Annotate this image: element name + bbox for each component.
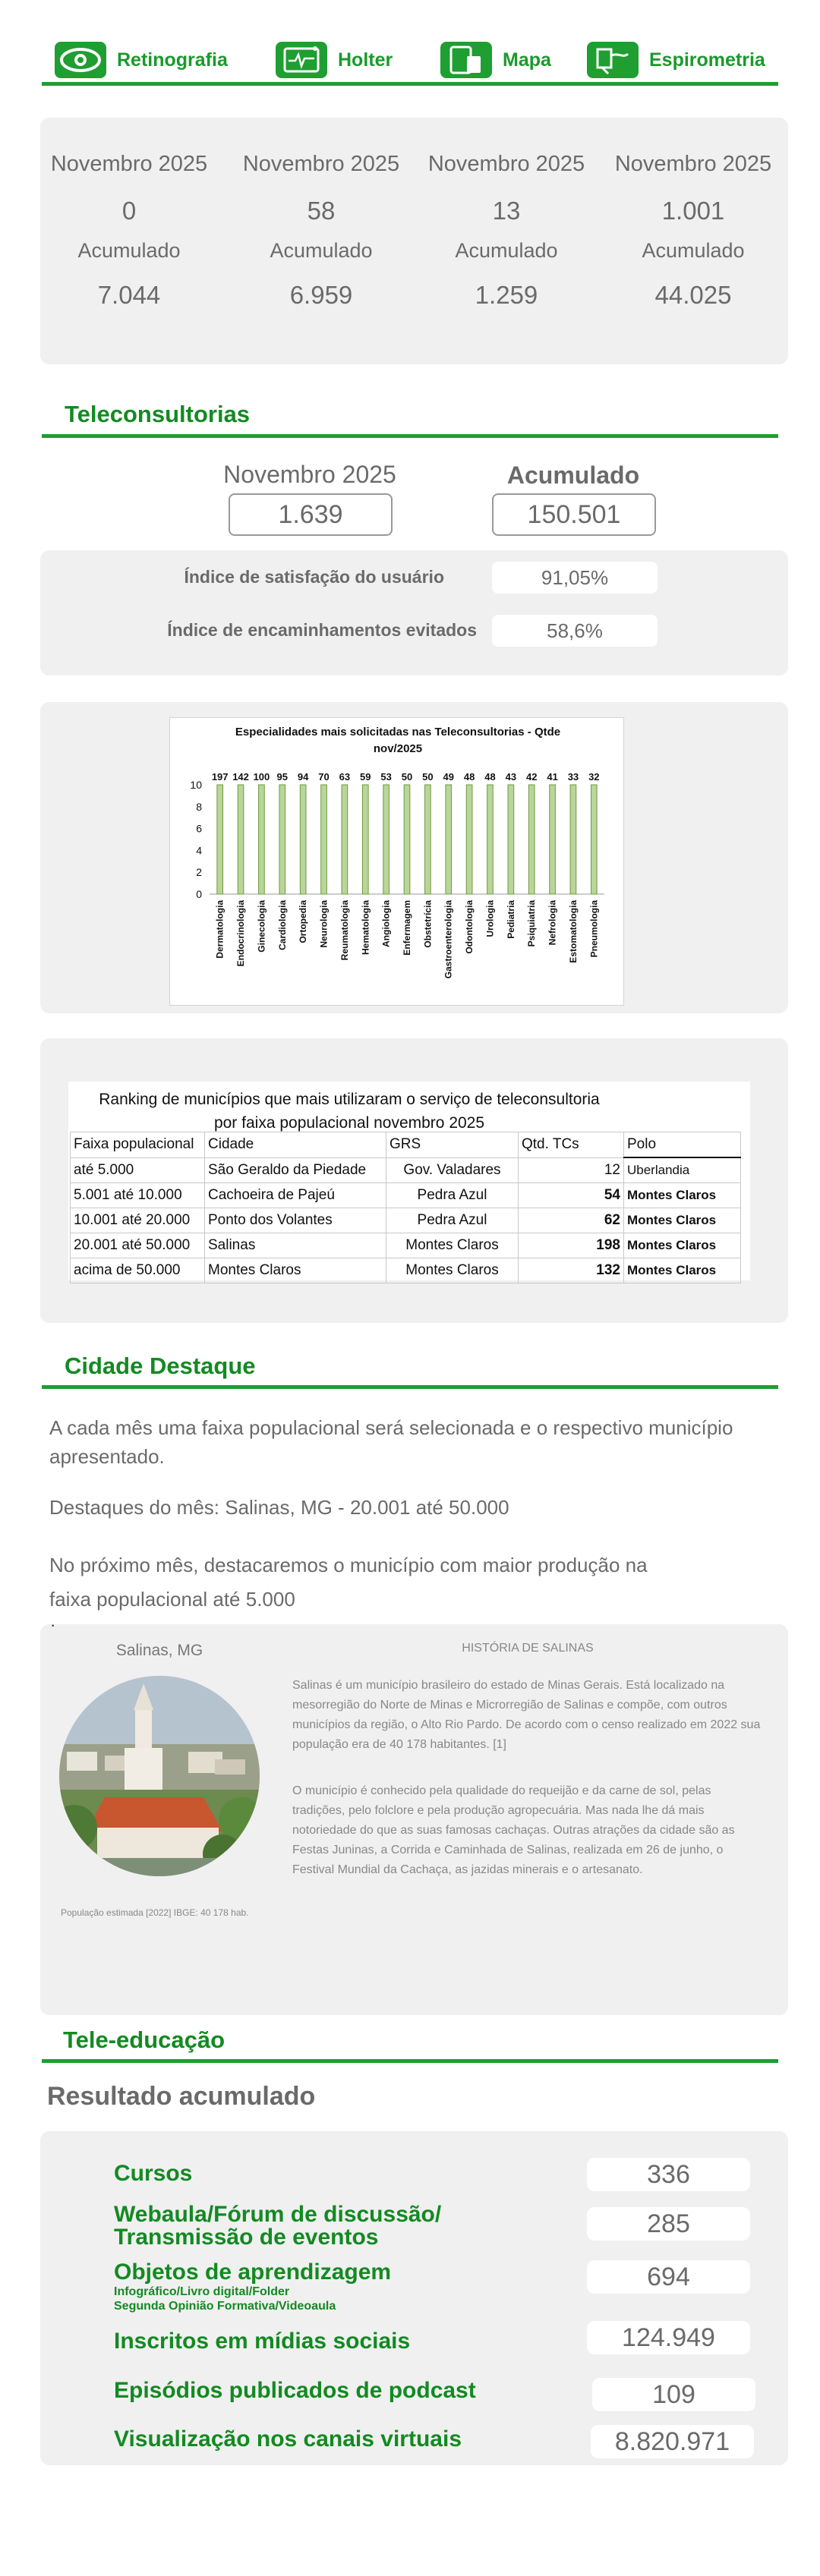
table-cell: 10.001 até 20.000	[71, 1208, 205, 1233]
data-label: 59	[360, 771, 371, 783]
x-tick-label: Cardiologia	[276, 900, 288, 951]
stat-acc-label: Acumulado	[642, 239, 745, 262]
device-icon	[440, 42, 492, 78]
table-cell: até 5.000	[71, 1157, 205, 1183]
tab-retinografia[interactable]	[55, 36, 228, 83]
header-cell: GRS	[386, 1132, 519, 1158]
table-cell: Gov. Valadares	[386, 1157, 519, 1183]
tab-label: Mapa	[503, 49, 551, 71]
table-row	[71, 1183, 741, 1208]
section-title-teleconsultorias: Teleconsultorias	[65, 401, 251, 427]
bar	[446, 785, 452, 894]
x-tick-label: Enfermagem	[402, 900, 412, 956]
bar	[425, 785, 431, 894]
tc-month-label: Novembro 2025	[223, 461, 396, 488]
tab-mapa[interactable]	[440, 36, 551, 83]
table-cell: 62	[519, 1208, 624, 1233]
city-name: Salinas, MG	[115, 1642, 203, 1659]
chart-plot	[170, 718, 623, 1005]
tab-label: Espirometria	[649, 49, 765, 71]
data-label: 43	[505, 771, 517, 783]
table-cell: Montes Claros	[624, 1208, 741, 1233]
y-tick-label: 6	[196, 822, 202, 835]
data-label: 50	[422, 771, 434, 783]
stat-month: Novembro 2025	[427, 152, 585, 176]
table-cell: São Geraldo da Piedade	[205, 1157, 386, 1183]
x-tick-label: Nefrologia	[547, 900, 558, 946]
x-tick-label: Angiologia	[380, 900, 392, 947]
population-note: População estimada [2022] IBGE: 40 178 hab.	[61, 1907, 249, 1918]
table-cell: Pedra Azul	[386, 1183, 519, 1208]
dot-marker: ·	[50, 1615, 56, 1634]
edu-value-objetos: 694	[587, 2260, 750, 2294]
table-cell: Pedra Azul	[386, 1208, 519, 1233]
divider	[42, 2059, 778, 2063]
table-cell: 12	[519, 1157, 624, 1183]
header-cell: Cidade	[205, 1132, 386, 1158]
ranking-table	[70, 1132, 741, 1283]
bar	[591, 785, 597, 894]
table-row	[71, 1258, 741, 1283]
table-cell: 5.001 até 10.000	[71, 1183, 205, 1208]
bar	[570, 785, 576, 894]
table-cell: Uberlandia	[624, 1157, 741, 1183]
bar	[528, 785, 535, 894]
stat-holter	[230, 152, 412, 310]
bar	[362, 785, 368, 894]
edu-label-line: Transmissão de eventos	[114, 2225, 379, 2250]
data-label: 70	[318, 771, 330, 783]
x-tick-label: Urologia	[484, 900, 496, 937]
edu-value-podcast: 109	[592, 2378, 755, 2411]
spirometer-icon	[587, 42, 639, 78]
y-tick-label: 0	[196, 888, 202, 900]
edu-label-cursos: Cursos	[114, 2161, 193, 2186]
data-label: 42	[525, 771, 538, 783]
bar	[300, 785, 306, 894]
bar	[259, 785, 265, 894]
data-label: 197	[211, 771, 229, 783]
y-tick-label: 8	[196, 800, 202, 813]
table-cell: acima de 50.000	[71, 1258, 205, 1283]
teleeducacao-subtitle: Resultado acumulado	[47, 2082, 316, 2111]
stat-month: Novembro 2025	[614, 152, 772, 176]
cidade-intro: A cada mês uma faixa populacional será selecionada e o respectivo município apresentado.	[49, 1416, 733, 1468]
table-cell: Montes Claros	[386, 1258, 519, 1283]
edu-label-line: Webaula/Fórum de discussão/	[114, 2202, 442, 2227]
edu-label-objetos	[114, 2260, 391, 2313]
x-tick-label: Psiquiatria	[526, 900, 538, 947]
bar	[279, 785, 285, 894]
section-title-cidade: Cidade Destaque	[65, 1353, 256, 1379]
x-tick-label: Gastroenterologia	[443, 900, 454, 979]
data-label: 33	[567, 771, 579, 783]
stat-month: Novembro 2025	[50, 152, 208, 176]
x-tick-label: Estomatologia	[567, 900, 579, 963]
tc-acc-label: Acumulado	[506, 461, 640, 489]
stat-acc-label: Acumulado	[77, 239, 181, 262]
referrals-label: Índice de encaminhamentos evitados	[167, 620, 477, 640]
data-label: 63	[339, 771, 351, 783]
edu-value-inscritos: 124.949	[587, 2321, 750, 2354]
table-cell: Ponto dos Volantes	[205, 1208, 386, 1233]
bar	[383, 785, 390, 894]
x-tick-label: Odontologia	[464, 900, 475, 954]
header-cell: Faixa populacional	[71, 1132, 205, 1158]
section-title-teleeducacao: Tele-educação	[63, 2026, 226, 2053]
data-label: 50	[401, 771, 413, 783]
edu-label-inscritos: Inscritos em mídias sociais	[114, 2329, 411, 2354]
edu-sublabel: Segunda Opinião Formativa/Videoaula	[114, 2300, 336, 2313]
satisfaction-value: 91,05%	[492, 562, 658, 594]
specialties-chart	[169, 717, 624, 1006]
stat-acc-label: Acumulado	[270, 239, 373, 262]
table-cell: Montes Claros	[624, 1183, 741, 1208]
chart-title: Especialidades mais solicitadas nas Teleconsultorias - Qtde nov/2025	[235, 726, 561, 755]
edu-label-podcast: Episódios publicados de podcast	[114, 2378, 476, 2403]
bar	[321, 785, 327, 894]
header-cell: Polo	[624, 1132, 741, 1158]
history-title: HISTÓRIA DE SALINAS	[462, 1642, 594, 1655]
cidade-proximo-1: No próximo mês, destacaremos o município com maior produção na	[49, 1554, 648, 1576]
edu-sublabel: Infográfico/Livro digital/Folder	[114, 2285, 290, 2298]
bar	[238, 785, 244, 894]
divider	[42, 82, 778, 86]
stat-total: 7.044	[97, 281, 161, 309]
bar	[466, 785, 472, 894]
table-cell: Montes Claros	[205, 1258, 386, 1283]
x-tick-label: Ortopedia	[298, 900, 309, 943]
table-cell: Montes Claros	[624, 1258, 741, 1283]
tc-acc-value: 150.501	[492, 493, 656, 536]
eye-icon	[55, 42, 106, 78]
city-photo	[59, 1676, 260, 1876]
satisfaction-label: Índice de satisfação do usuário	[184, 567, 444, 587]
table-row	[71, 1208, 741, 1233]
x-tick-label: Dermatologia	[214, 900, 226, 959]
bar	[342, 785, 348, 894]
x-tick-label: Ginecologia	[256, 900, 267, 953]
bar	[404, 785, 410, 894]
cidade-destaque-mes: Destaques do mês: Salinas, MG - 20.001 até 50.000	[49, 1496, 509, 1519]
stat-total: 6.959	[289, 281, 353, 309]
monitor-icon	[276, 42, 327, 78]
x-tick-label: Hematologia	[360, 900, 371, 956]
bar	[487, 785, 494, 894]
data-label: 53	[380, 771, 392, 783]
data-label: 32	[588, 771, 600, 783]
stat-espirometria	[602, 152, 784, 310]
data-label: 41	[547, 771, 558, 783]
table-cell: Montes Claros	[386, 1233, 519, 1258]
x-tick-label: Pediatria	[505, 900, 516, 939]
table-row	[71, 1233, 741, 1258]
y-tick-label: 4	[196, 844, 202, 857]
bar	[508, 785, 514, 894]
table-row	[71, 1157, 741, 1183]
header-cell: Qtd. TCs	[519, 1132, 624, 1158]
tab-label: Retinografia	[117, 49, 228, 71]
y-tick-label: 2	[196, 866, 202, 879]
data-label: 100	[253, 771, 270, 783]
edu-value-cursos: 336	[587, 2158, 750, 2191]
stat-total: 44.025	[654, 281, 732, 309]
divider	[42, 1385, 778, 1389]
ranking-title-line1: Ranking de municípios que mais utilizaram o serviço de teleconsultoria	[99, 1091, 600, 1108]
edu-value-visualizacao: 8.820.971	[591, 2425, 754, 2458]
table-cell: 198	[519, 1233, 624, 1258]
table-cell: Cachoeira de Pajeú	[205, 1183, 386, 1208]
ranking-table-card	[68, 1082, 750, 1280]
stat-value: 13	[492, 197, 521, 225]
cidade-proximo-2: faixa populacional até 5.000	[49, 1588, 295, 1611]
history-paragraph-2: O município é conhecido pela qualidade do requeijão e da carne de sol, pelas tradições, pelo folclore e pela produção agropecuária. Mas nada lhe dá mais notoriedade do que as suas famosas cachaças. Outras atrações da cidade são as Festas Juninas, a Corrida e Caminhada de Salinas, realizada em 26 de junho, o Festival Mundial da Cachaça, as jazidas minerais e o artesanato.	[292, 1784, 735, 1876]
history-paragraph-1: Salinas é um município brasileiro do estado de Minas Gerais. Está localizado na mesorregião do Norte de Minas e Microrregião de Salinas e compõe, com outros municípios da região, o Alto Rio Pardo. De acordo com o censo realizado em 2022 sua população era de 40 178 habitantes. [1]	[292, 1679, 761, 1751]
data-label: 94	[297, 771, 309, 783]
table-cell: 20.001 até 50.000	[71, 1233, 205, 1258]
x-tick-label: Reumatologia	[339, 900, 350, 961]
edu-label-line: Objetos de aprendizagem	[114, 2260, 392, 2285]
stat-mapa	[415, 152, 598, 310]
stat-value: 1.001	[661, 197, 725, 225]
tab-espirometria[interactable]	[587, 36, 765, 83]
data-label: 48	[484, 771, 496, 783]
bar	[217, 785, 223, 894]
x-tick-label: Obstetrícia	[422, 900, 434, 948]
y-tick-label: 10	[190, 779, 202, 791]
tab-holter[interactable]	[276, 36, 393, 83]
x-tick-label: Neurologia	[318, 900, 330, 948]
data-label: 142	[232, 771, 249, 783]
tab-label: Holter	[338, 49, 393, 71]
data-label: 95	[276, 771, 289, 783]
table-cell: Salinas	[205, 1233, 386, 1258]
tc-month-value: 1.639	[229, 493, 393, 536]
referrals-value: 58,6%	[492, 615, 658, 647]
table-cell: Montes Claros	[624, 1233, 741, 1258]
stat-acc-label: Acumulado	[455, 239, 558, 262]
stat-month: Novembro 2025	[242, 152, 400, 176]
ranking-header-row	[71, 1132, 741, 1158]
stat-total: 1.259	[475, 281, 538, 309]
edu-value-webaula: 285	[587, 2207, 750, 2241]
edu-label-webaula	[114, 2203, 441, 2249]
data-label: 49	[443, 771, 454, 783]
stat-value: 58	[307, 197, 336, 225]
stat-retinografia	[38, 152, 220, 310]
bar	[550, 785, 556, 894]
x-tick-label: Endocrinologia	[235, 900, 247, 967]
table-cell: 54	[519, 1183, 624, 1208]
stat-value: 0	[121, 197, 137, 225]
data-label: 48	[463, 771, 475, 783]
divider	[42, 434, 778, 438]
edu-label-visualizacao: Visualização nos canais virtuais	[114, 2426, 462, 2452]
x-tick-label: Pneumologia	[588, 900, 600, 958]
ranking-title-line2: por faixa populacional novembro 2025	[213, 1114, 485, 1132]
table-cell: 132	[519, 1258, 624, 1283]
